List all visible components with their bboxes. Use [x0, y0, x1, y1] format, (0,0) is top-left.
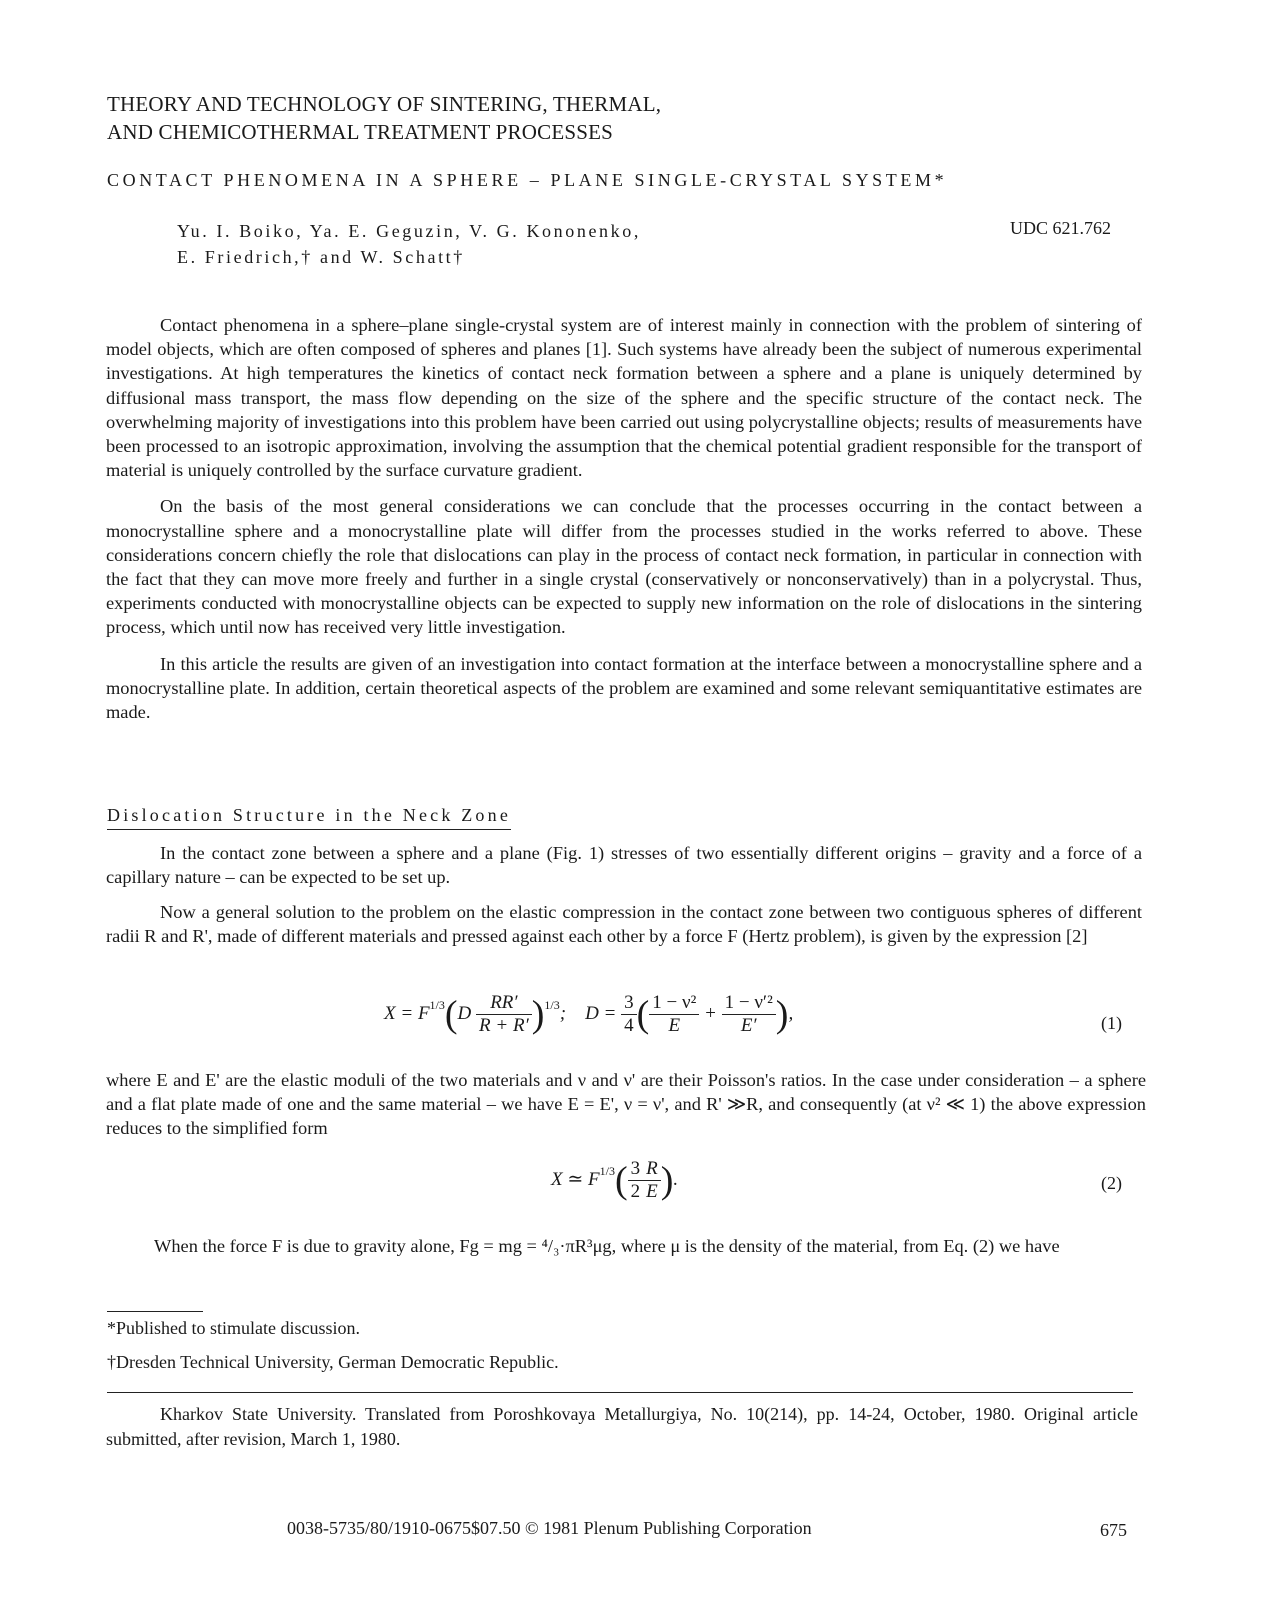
paragraph-3: In this article the results are given of an investigation into contact formation at the interface between a monocrystalline sphere and a monocrystalline plate. In addition, certain theoretical aspects of the problem are examined and some relevant semiquantitative estimates are made.	[106, 653, 1142, 723]
intro-text	[106, 313, 1142, 724]
copyright-line: 0038-5735/80/1910-0675$07.50 © 1981 Plenum Publishing Corporation	[287, 1518, 812, 1538]
source-note	[106, 1402, 1138, 1451]
paragraph-7: When the force F is due to gravity alone, Fg = mg = ⁴/₃·πR³μg, where μ is the density of the material, from Eq. (2) we have	[154, 1236, 1060, 1256]
footnote-rule	[107, 1311, 203, 1312]
udc-code: UDC 621.762	[1010, 218, 1112, 238]
paragraph-2: On the basis of the most general considerations we can conclude that the processes occurring in the contact between a monocrystalline sphere and a monocrystalline plate will differ from the processes studied in the works referred to above. These considerations concern chiefly the role that dislocations can play in the process of contact neck formation, in particular in connection with the fact that they can move more freely and further in a single crystal (conservatively or nonconservatively) than in a polycrystal. Thus, experiments conducted with monocrystalline objects can be expected to supply new information on the role of dislocations in the sintering process, which until now has received very little investigation.	[106, 496, 1142, 638]
paragraph-4-block	[106, 841, 1142, 889]
authors-line1: Yu. I. Boiko, Ya. E. Geguzin, V. G. Kononenko,	[177, 221, 641, 241]
authors	[177, 218, 641, 270]
paragraph-6-block	[106, 1068, 1146, 1141]
paragraph-5: Now a general solution to the problem on the elastic compression in the contact zone between two contiguous spheres of different radii R and R', made of different materials and pressed against each other by a force F (Hertz problem), is given by the expression [2]	[106, 902, 1142, 947]
section-title-line1: THEORY AND TECHNOLOGY OF SINTERING, THERMAL,	[107, 92, 662, 116]
paragraph-6: where E and E' are the elastic moduli of the two materials and ν and ν' are their Poisson's ratios. In the case under consideration – a sphere and a flat plate made of one and the same material – we have E = E', ν = ν', and R' ≫R, and consequently (at ν² ≪ 1) the above expression reduces to the simplified form	[106, 1070, 1146, 1139]
subheading: Dislocation Structure in the Neck Zone	[107, 805, 511, 830]
equation-2-number: (2)	[1101, 1173, 1122, 1193]
footnote-dagger: †Dresden Technical University, German Democratic Republic.	[107, 1352, 559, 1372]
section-title	[107, 90, 661, 146]
paragraph-4: In the contact zone between a sphere and a plane (Fig. 1) stresses of two essentially different origins – gravity and a force of a capillary nature – can be expected to be set up.	[106, 843, 1142, 888]
equation-2: X ≃ $F^{1/3}$( $\frac{3}{2}$ $\frac{R}{E}$ ).	[551, 1158, 679, 1202]
paragraph-7-block	[106, 1234, 1142, 1258]
source-note-text: Kharkov State University. Translated from Poroshkovaya Metallurgiya, No. 10(214), pp. 14-24, October, 1980. Original article submitted, after revision, March 1, 1980.	[106, 1404, 1138, 1449]
equation-1: $X = F^{1/3}(D$ $\frac{RR'}{R + R'}$ )$^{1/3}$; D = $\frac{3}{4}$ ( $\frac{\text{1 − ν²}}{E}$ + $\frac{\text{1 − ν′²}}{E'}$ ),	[384, 992, 794, 1036]
page-number: 675	[1100, 1520, 1127, 1540]
authors-line2: E. Friedrich,† and W. Schatt†	[177, 247, 465, 267]
paragraph-5-block	[106, 900, 1142, 948]
section-title-line2: AND CHEMICOTHERMAL TREATMENT PROCESSES	[107, 120, 614, 144]
footer-rule	[107, 1392, 1133, 1393]
paragraph-1: Contact phenomena in a sphere–plane single-crystal system are of interest mainly in connection with the problem of sintering of model objects, which are often composed of spheres and planes [1]. Such systems have already been the subject of numerous experimental investigations. At high temperatures the kinetics of contact neck formation between a sphere and a plane is uniquely determined by diffusional mass transport, the mass flow depending on the size of the sphere and the specific structure of the contact neck. The overwhelming majority of investigations into this problem have been carried out using polycrystalline objects; results of measurements have been processed to an isotropic approximation, involving the assumption that the chemical potential gradient responsible for the transport of material is uniquely controlled by the surface curvature gradient.	[106, 315, 1142, 481]
equation-1-number: (1)	[1101, 1013, 1122, 1033]
article-title: CONTACT PHENOMENA IN A SPHERE – PLANE SINGLE-CRYSTAL SYSTEM*	[107, 170, 948, 190]
footnote-star: *Published to stimulate discussion.	[107, 1318, 361, 1338]
